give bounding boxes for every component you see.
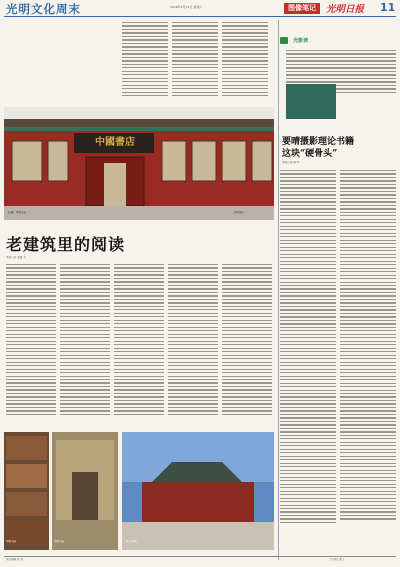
right-article-title-2: 这块“硬骨头” (282, 149, 338, 159)
footer-left-note: 责任编辑 陈 苑 (6, 558, 24, 561)
bottom-photo-bookstore (52, 432, 118, 550)
column-name: 图像笔记 (288, 4, 316, 12)
right-article-title-1: 要晴摄影理论书籍 (282, 137, 355, 147)
bookstore-building-photo (4, 107, 274, 220)
bottom-caption-2: 中国书店 (54, 540, 65, 543)
bookstore-interior-illustration (52, 432, 118, 550)
page-number: 11 (380, 1, 396, 14)
right-column (278, 20, 398, 560)
intro-text-block (122, 22, 272, 104)
section-title: 光明文化周末 (6, 2, 81, 16)
column-logo (280, 30, 309, 44)
bottom-photo-liulichang (122, 432, 274, 550)
book-cover-image (286, 84, 336, 119)
main-article-title: 老建筑里的阅读 (6, 235, 126, 254)
camera-icon (280, 37, 288, 44)
main-article-body (6, 264, 274, 430)
footer-right-note: [ 光明日报 ] (330, 558, 345, 561)
bottom-photo-bookshelf (4, 432, 49, 550)
bottom-caption-3: 北京琉璃厂 (126, 540, 139, 543)
right-subcolumn-2 (340, 170, 396, 522)
right-article-byline: 本报记者 韩 琴 (282, 161, 300, 164)
paper-name: 光明日报 (326, 4, 365, 15)
building-illustration (4, 107, 274, 220)
photo-caption-right: 资料照片 (234, 211, 245, 214)
right-subcolumn-1 (280, 170, 336, 525)
bookshelf-illustration (4, 432, 49, 550)
right-column-divider (278, 20, 279, 560)
page-header (0, 0, 400, 18)
street-illustration (122, 432, 274, 550)
column-name-badge (284, 3, 320, 14)
main-article-byline: 本报记者 张继 文 (6, 256, 26, 259)
footer-rule (4, 556, 396, 557)
date-line: 2016年2月13日 星期六 (170, 5, 203, 9)
photo-caption-left: 琉璃厂中国书店 (8, 211, 27, 214)
column-logo-text: 光影读 (293, 38, 309, 44)
header-rule (4, 16, 396, 17)
bottom-caption-1: 中国书店 (6, 540, 17, 543)
bookstore-signboard: 中國書店 (95, 137, 135, 148)
